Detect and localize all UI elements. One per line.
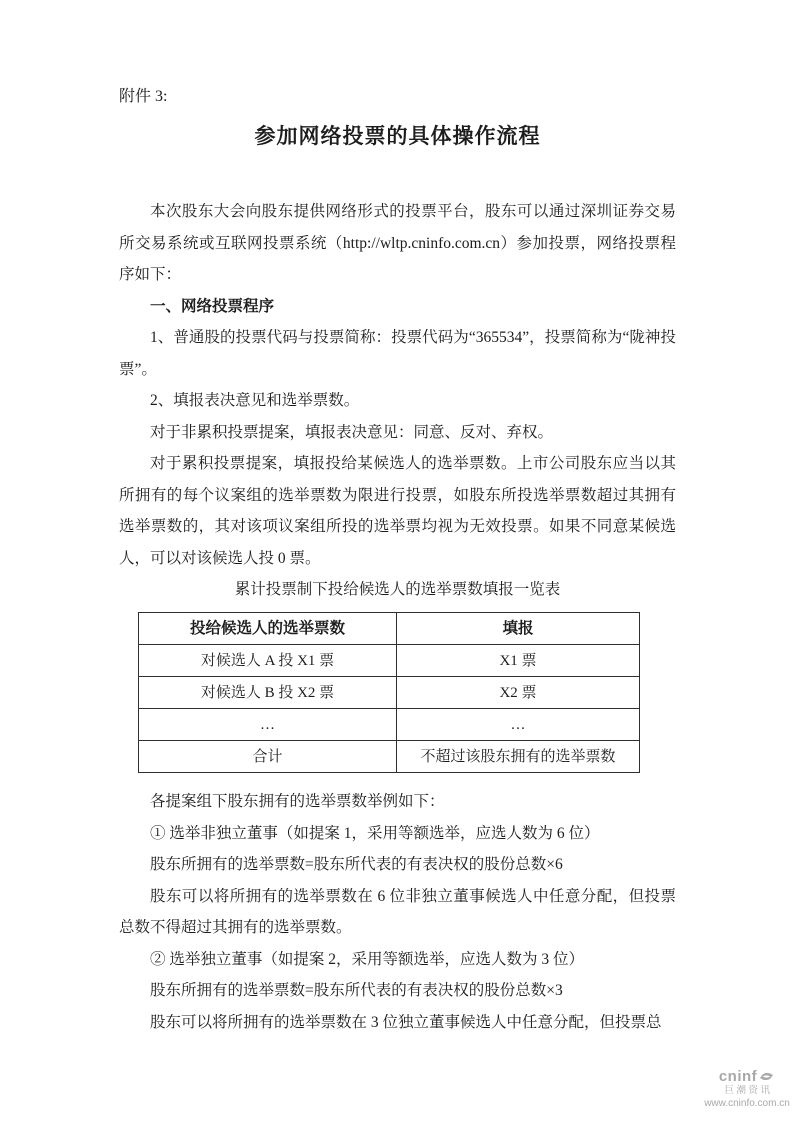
paragraph: 1、普通股的投票代码与投票简称：投票代码为“365534”，投票简称为“陇神投票”。 bbox=[119, 329, 676, 378]
paragraph: 对于累积投票提案，填报投给某候选人的选举票数。上市公司股东应当以其所拥有的每个议案组的选举票数为限进行投票，如股东所投选举票数超过其拥有选举票数的，其对该项议案组所投的选举票均视为无效投票。如果不同意某候选人，可以对该候选人投 0 票。 bbox=[119, 455, 676, 567]
paragraph: ② 选举独立董事（如提案 2，采用等额选举，应选人数为 3 位） bbox=[150, 950, 585, 968]
table-cell: X2 票 bbox=[397, 677, 640, 709]
table-cell: 合计 bbox=[139, 741, 397, 773]
table-cell: … bbox=[397, 709, 640, 741]
table-header-cell: 填报 bbox=[397, 613, 640, 645]
table-row bbox=[139, 677, 640, 709]
cninfo-swirl-icon bbox=[758, 1068, 775, 1085]
table-header-row bbox=[139, 613, 640, 645]
vote-allocation-table bbox=[138, 612, 640, 773]
table-row bbox=[139, 645, 640, 677]
table-row bbox=[139, 709, 640, 741]
table-cell: … bbox=[139, 709, 397, 741]
cninfo-wordmark: cninf bbox=[718, 1068, 758, 1085]
body-text-after-table bbox=[119, 786, 676, 1038]
table-cell: 对候选人 B 投 X2 票 bbox=[139, 677, 397, 709]
cninfo-logo bbox=[704, 1068, 790, 1111]
table-caption: 累计投票制下投给候选人的选举票数填报一览表 bbox=[234, 581, 561, 598]
paragraph: 本次股东大会向股东提供网络形式的投票平台，股东可以通过深圳证券交易所交易系统或互联网投票系统（http://wltp.cninfo.com.cn）参加投票，网络投票程序如下： bbox=[119, 203, 676, 283]
table-cell: 对候选人 A 投 X1 票 bbox=[139, 645, 397, 677]
cninfo-wordmark-row bbox=[719, 1068, 775, 1085]
paragraph: 股东可以将所拥有的选举票数在 3 位独立董事候选人中任意分配，但投票总 bbox=[150, 1013, 662, 1031]
paragraph: 股东所拥有的选举票数=股东所代表的有表决权的股份总数×6 bbox=[150, 856, 563, 873]
page-title: 参加网络投票的具体操作流程 bbox=[254, 124, 541, 148]
table-row bbox=[139, 741, 640, 773]
paragraph: 股东所拥有的选举票数=股东所代表的有表决权的股份总数×3 bbox=[150, 982, 563, 999]
table-header-cell: 投给候选人的选举票数 bbox=[139, 613, 397, 645]
section-heading: 一、网络投票程序 bbox=[150, 297, 275, 315]
cninfo-cn-label: 巨潮资讯 bbox=[724, 1085, 773, 1096]
body-text bbox=[119, 196, 676, 1038]
table-cell: 不超过该股东拥有的选举票数 bbox=[397, 741, 640, 773]
document-page bbox=[119, 86, 676, 1038]
paragraph: 各提案组下股东拥有的选举票数举例如下： bbox=[150, 793, 445, 810]
paragraph: 股东可以将所拥有的选举票数在 6 位非独立董事候选人中任意分配，但投票总数不得超过其拥有的选举票数。 bbox=[119, 887, 676, 936]
cninfo-url: www.cninfo.com.cn bbox=[704, 1098, 790, 1109]
paragraph: 2、填报表决意见和选举票数。 bbox=[150, 392, 360, 409]
paragraph: 对于非累积投票提案，填报表决意见：同意、反对、弃权。 bbox=[150, 423, 554, 441]
attachment-label: 附件 3: bbox=[119, 88, 168, 105]
table-cell: X1 票 bbox=[397, 645, 640, 677]
paragraph: ① 选举非独立董事（如提案 1，采用等额选举，应选人数为 6 位） bbox=[150, 824, 600, 842]
